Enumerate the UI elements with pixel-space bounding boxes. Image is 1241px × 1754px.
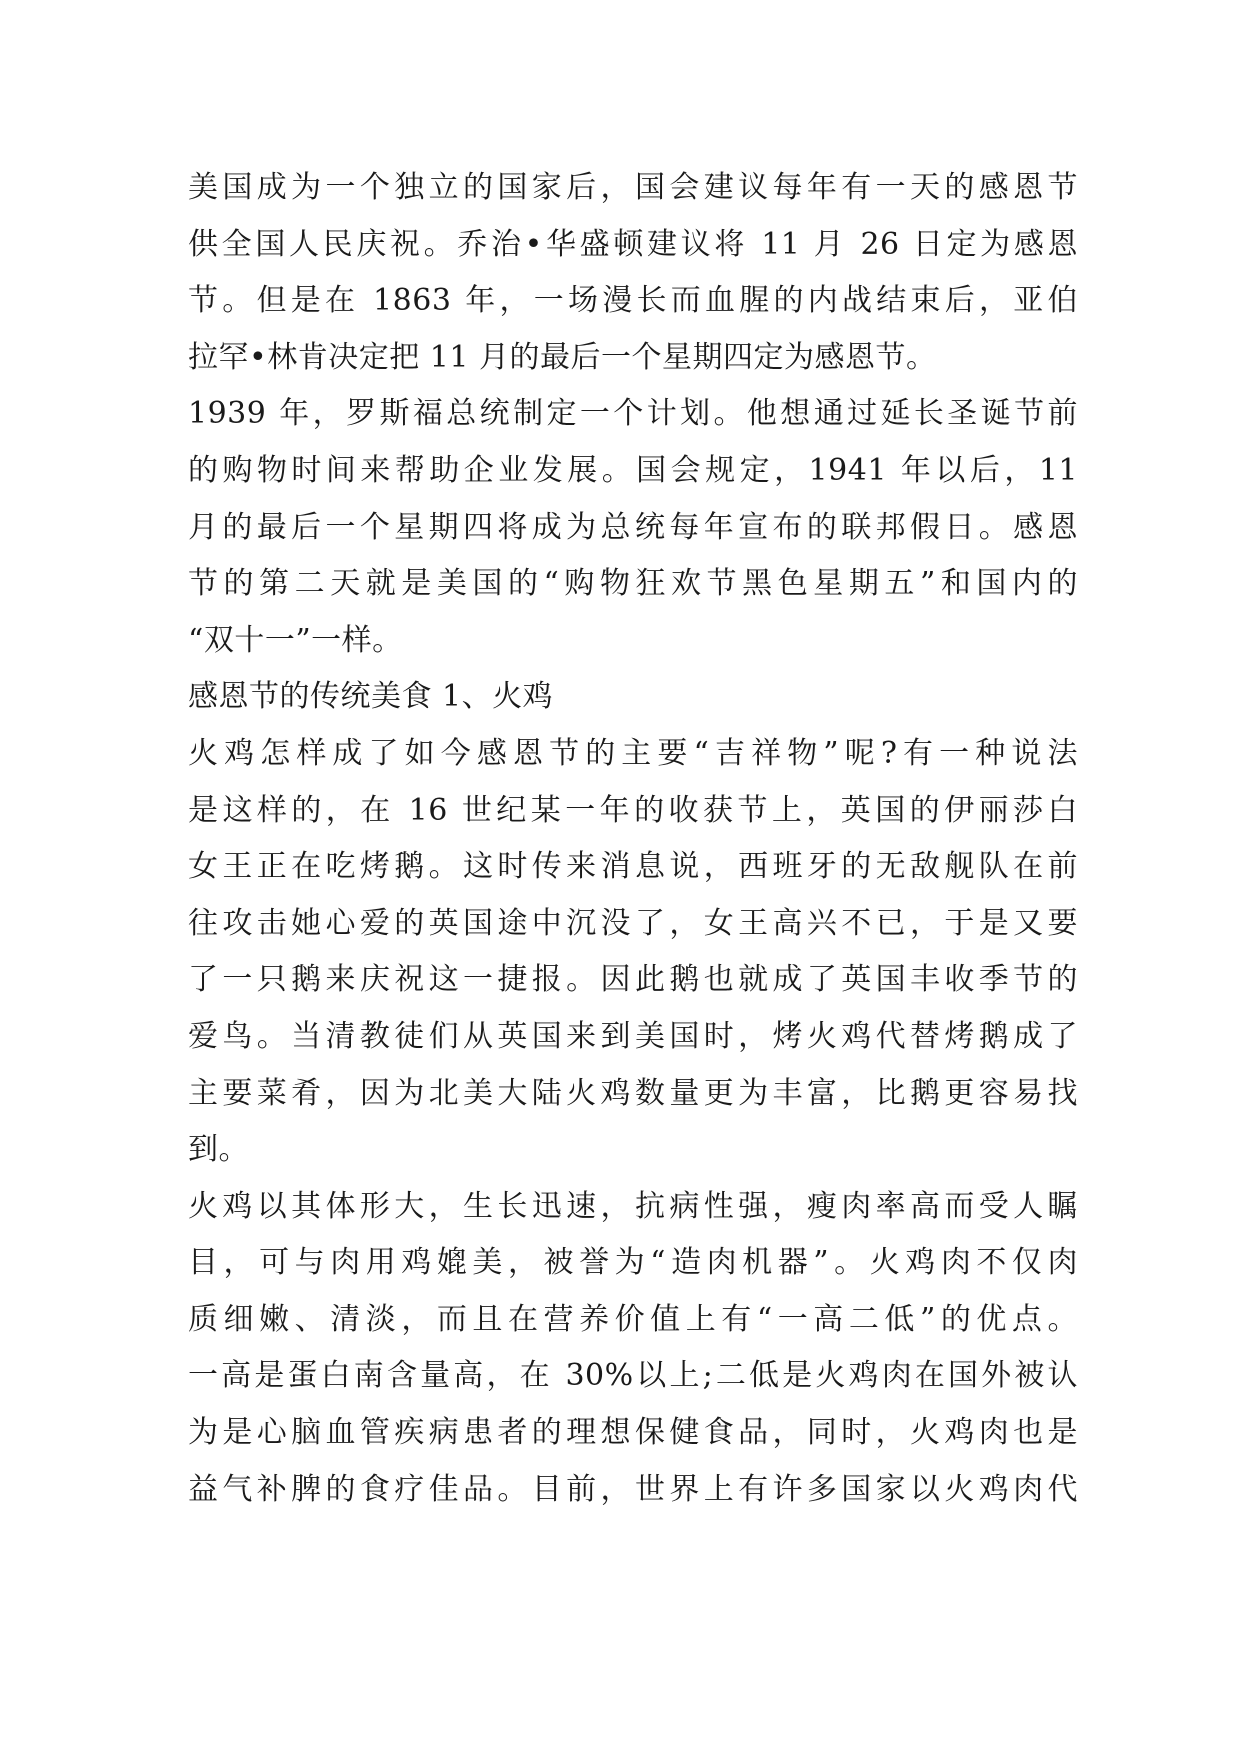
text-line: 女王正在吃烤鹅。这时传来消息说，西班牙的无敌舰队在前 [188, 849, 1078, 885]
paragraph-turkey-origin [188, 726, 1078, 1179]
paragraph-roosevelt [188, 386, 1078, 669]
text-line: 到。 [188, 1132, 249, 1168]
text-line: “双十一”一样。 [188, 622, 403, 658]
text-line: 节。但是在 1863 年，一场漫长而血腥的内战结束后，亚伯 [188, 283, 1078, 319]
text-line: 质细嫩、清淡，而且在营养价值上有“一高二低”的优点。 [188, 1301, 1078, 1337]
paragraph-turkey-nutrition [188, 1179, 1078, 1519]
text-line: 月的最后一个星期四将成为总统每年宣布的联邦假日。感恩 [188, 509, 1078, 545]
text-line: 益气补脾的食疗佳品。目前，世界上有许多国家以火鸡肉代 [188, 1471, 1078, 1507]
text-line: 1939 年，罗斯福总统制定一个计划。他想通过延长圣诞节前 [188, 396, 1078, 432]
text-line: 是这样的，在 16 世纪某一年的收获节上，英国的伊丽莎白 [188, 792, 1078, 828]
text-line: 了一只鹅来庆祝这一捷报。因此鹅也就成了英国丰收季节的 [188, 962, 1078, 998]
text-line: 为是心脑血管疾病患者的理想保健食品，同时，火鸡肉也是 [188, 1415, 1078, 1451]
text-line: 往攻击她心爱的英国途中沉没了，女王高兴不已，于是又要 [188, 905, 1078, 941]
text-line: 火鸡以其体形大，生长迅速，抗病性强，瘦肉率高而受人瞩 [188, 1188, 1078, 1224]
section-title: 感恩节的传统美食 1、火鸡 [188, 679, 554, 715]
paragraph-independence [188, 160, 1078, 386]
text-line: 火鸡怎样成了如今感恩节的主要“吉祥物”呢?有一种说法 [188, 735, 1078, 771]
text-line: 爱鸟。当清教徒们从英国来到美国时，烤火鸡代替烤鹅成了 [188, 1018, 1078, 1054]
text-line: 供全国人民庆祝。乔治•华盛顿建议将 11 月 26 日定为感恩 [188, 226, 1078, 262]
text-line: 节的第二天就是美国的“购物狂欢节黑色星期五”和国内的 [188, 566, 1078, 602]
text-line: 的购物时间来帮助企业发展。国会规定，1941 年以后，11 [188, 452, 1078, 488]
text-line: 美国成为一个独立的国家后，国会建议每年有一天的感恩节 [188, 170, 1078, 205]
text-line: 一高是蛋白南含量高，在 30%以上;二低是火鸡肉在国外被认 [188, 1358, 1078, 1394]
section-heading [188, 669, 1078, 726]
text-line: 拉罕•林肯决定把 11 月的最后一个星期四定为感恩节。 [188, 339, 937, 375]
text-line: 主要菜肴，因为北美大陆火鸡数量更为丰富，比鹅更容易找 [188, 1075, 1078, 1111]
body-text [188, 160, 1078, 1518]
text-line: 目，可与肉用鸡媲美，被誉为“造肉机器”。火鸡肉不仅肉 [188, 1245, 1078, 1281]
